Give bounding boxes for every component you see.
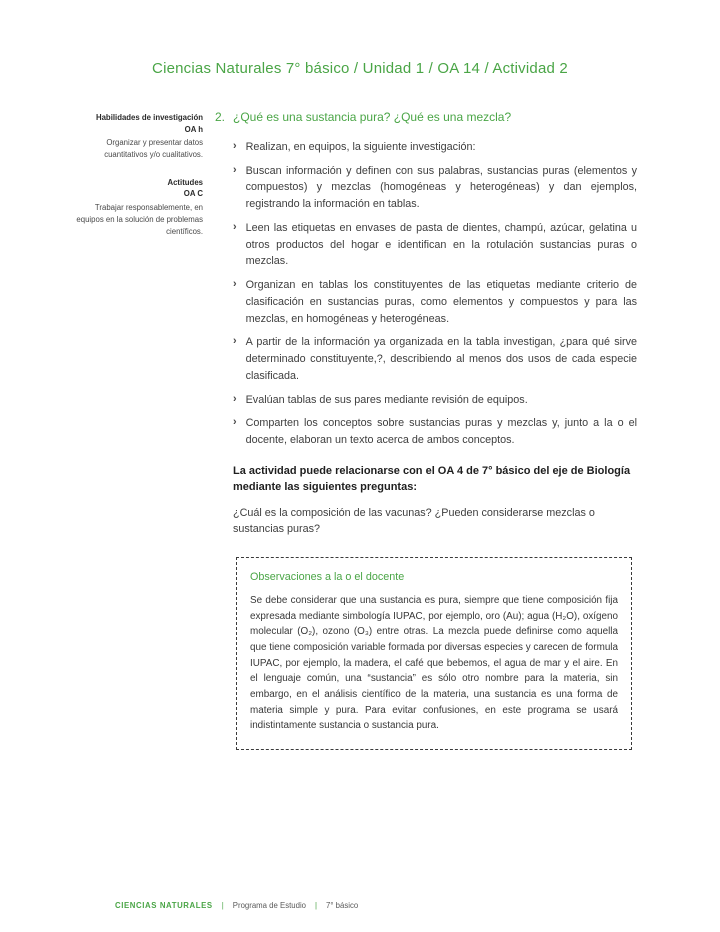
observations-body: Se debe considerar que una sustancia es pura, siempre que tiene composición fija expresada mediante simbología IUPAC, por ejemplo, oro (Au); agua (H₂O), oxígeno molecular (O₂), ozono (O₃) entre otras. La mezcla puede definirse como aquella que tiene composición variable formada por diversas especies y carecen de formula IUPAC, por ejemplo, la madera, el café que bebemos, el agua de mar y el aire. En el lenguaje común, una “sustancia” es sólo otro nombre para la materia, sin embargo, en el análisis científico de la materia, una sustancia es una forma de materia simple y pura. Para evitar confusiones, en este programa se usará indistintamente sustancia o sustancia pura.: [250, 595, 618, 732]
activity-heading-text: ¿Qué es una sustancia pura? ¿Qué es una mezcla?: [233, 110, 512, 124]
footer-brand: CIENCIAS NATURALES: [115, 901, 213, 910]
bullet-text: Buscan información y definen con sus palabras, sustancias puras (elementos y compuestos) y mezclas (homogéneas y heterogéneas) y dan ejemplos, registrando la información en tablas.: [245, 164, 637, 211]
relation-statement: La actividad puede relacionarse con el OA 4 de 7° básico del eje de Biología mediante las siguientes preguntas:: [233, 464, 631, 494]
sidebar-skills-block: [76, 112, 203, 161]
bullet-text: Realizan, en equipos, la siguiente investigación:: [245, 141, 476, 153]
bullet-text: Evalúan tablas de sus pares mediante revisión de equipos.: [245, 393, 528, 406]
margin-sidebar: [76, 112, 203, 253]
footer-grade: 7° básico: [326, 901, 359, 910]
sidebar-skills-text: Organizar y presentar datos cuantitativos y/o cualitativos.: [104, 138, 203, 160]
list-item: [233, 277, 637, 327]
bullet-icon: ›: [233, 278, 237, 291]
sidebar-skills-heading: Habilidades de investigación: [95, 113, 203, 122]
bullet-text: Leen las etiquetas en envases de pasta de dientes, champú, azúcar, gelatina u otros productos del hogar e identifican en la rotulación sustancias puras o mezclas.: [245, 221, 637, 268]
observations-heading: Observaciones a la o el docente: [250, 571, 405, 584]
list-item: [233, 139, 637, 156]
bullet-icon: ›: [233, 416, 237, 429]
footer-separator: |: [221, 901, 224, 910]
main-content: [215, 110, 637, 750]
sidebar-skills-oa: OA h: [184, 124, 203, 134]
page-title: Ciencias Naturales 7° básico / Unidad 1 / OA 14 / Actividad 2: [152, 60, 568, 77]
relation-question: ¿Cuál es la composición de las vacunas? ¿Pueden considerarse mezclas o sustancias puras?: [233, 506, 595, 535]
footer-program: Programa de Estudio: [232, 901, 307, 910]
list-item: [233, 334, 637, 384]
bullet-text: Comparten los conceptos sobre sustancias puras y mezclas y, junto a la o el docente, elaboran un texto acerca de ambos conceptos.: [245, 417, 637, 447]
bullet-icon: ›: [233, 335, 237, 348]
list-item: [233, 163, 637, 213]
sidebar-attitudes-heading: Actitudes: [167, 177, 203, 187]
sidebar-attitudes-block: [76, 177, 203, 237]
activity-bullet-list: [215, 139, 637, 449]
bullet-text: A partir de la información ya organizada en la tabla investigan, ¿para qué sirve determinado constituyente,?, describiendo al menos dos usos de cada especie clasificada.: [245, 336, 637, 382]
sidebar-attitudes-text: Trabajar responsablemente, en equipos en la solución de problemas científicos.: [76, 203, 203, 236]
bullet-icon: ›: [233, 163, 237, 176]
bullet-icon: ›: [233, 220, 237, 233]
teacher-observations-box: [236, 557, 632, 750]
list-item: [233, 392, 637, 409]
footer-separator: |: [315, 901, 318, 910]
list-item: [233, 415, 637, 448]
page-footer: [115, 901, 358, 910]
bullet-text: Organizan en tablas los constituyentes de las etiquetas mediante criterio de clasificación en sustancias puras, como elementos y compuestos y para las mezclas, en homogéneas y heterogéneas.: [245, 279, 637, 325]
list-item: [233, 220, 637, 270]
activity-heading: [215, 110, 637, 124]
activity-number: 2.: [215, 110, 226, 124]
bullet-icon: ›: [233, 140, 237, 152]
bullet-icon: ›: [233, 392, 237, 405]
sidebar-attitudes-oa: OA C: [183, 189, 203, 199]
